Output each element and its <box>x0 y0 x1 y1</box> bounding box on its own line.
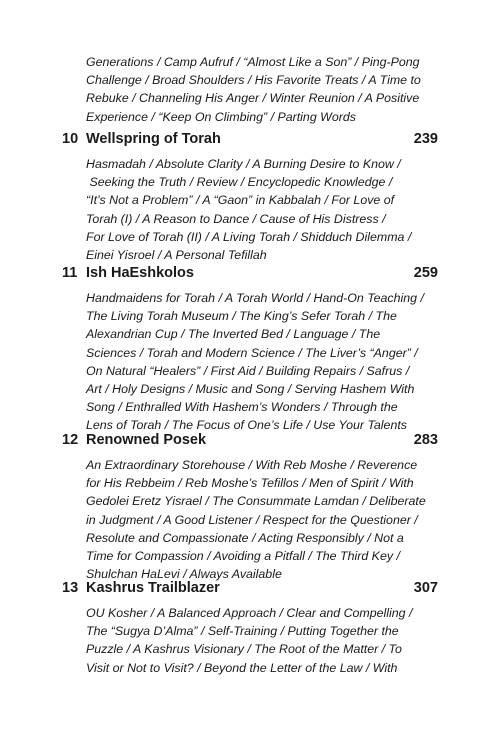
chapter-number: 10 <box>62 131 79 147</box>
subtopic-line: Resolute and Compassionate / Acting Responsibly / Not a <box>86 530 404 545</box>
chapter-heading[interactable] <box>0 432 500 454</box>
subtopic-line: Visit or Not to Visit? / Beyond the Letter of the Law / With <box>86 660 398 675</box>
subtopic-list <box>86 604 426 677</box>
chapter-heading[interactable] <box>0 131 500 153</box>
chapter-subtopics <box>86 604 426 677</box>
subtopic-line: For Love of Torah (II) / A Living Torah / Shidduch Dilemma / <box>86 229 412 244</box>
chapter-subtopics <box>86 155 426 264</box>
chapter-title[interactable]: Ish HaEshkolos <box>86 265 194 281</box>
subtopic-line: Handmaidens for Torah / A Torah World / Hand-On Teaching / <box>86 291 424 305</box>
chapter-page-number: 259 <box>413 265 438 281</box>
chapter-entry[interactable] <box>0 265 500 433</box>
subtopic-line: Hasmadah / Absolute Clarity / A Burning Desire to Know / <box>86 157 401 171</box>
chapter-heading[interactable] <box>0 265 500 287</box>
chapter-entry[interactable] <box>0 580 500 675</box>
subtopic-list <box>86 456 426 583</box>
subtopic-line: Seeking the Truth / Review / Encyclopedic Knowledge / <box>86 175 393 190</box>
chapter-title[interactable]: Kashrus Trailblazer <box>86 580 220 596</box>
chapter-number: 12 <box>62 432 79 448</box>
chapter-9-subtopics-continued <box>86 53 426 126</box>
subtopic-line: Song / Enthralled With Hashem’s Wonders / Through the <box>86 400 398 415</box>
chapter-title[interactable]: Renowned Posek <box>86 432 207 448</box>
subtopic-line: The “Sugya D’Alma” / Self-Training / Putting Together the <box>86 624 399 639</box>
subtopic-line: Generations / Camp Aufruf / “Almost Like a Son” / Ping-Pong <box>86 55 420 69</box>
chapter-entry[interactable] <box>0 131 500 263</box>
subtopic-line: Puzzle / A Kashrus Visionary / The Root of the Matter / To <box>86 642 402 657</box>
chapter-number: 13 <box>62 580 79 596</box>
chapter-heading[interactable] <box>0 580 500 602</box>
subtopic-list <box>86 155 426 264</box>
subtopic-line: for His Rebbeim / Reb Moshe’s Tefillos / Men of Spirit / With <box>86 476 414 491</box>
subtopic-line: OU Kosher / A Balanced Approach / Clear and Compelling / <box>86 606 413 620</box>
subtopic-line: in Judgment / A Good Listener / Respect for the Questioner / <box>86 512 418 527</box>
subtopic-line: Torah (I) / A Reason to Dance / Cause of His Distress / <box>86 211 386 226</box>
subtopic-line: Experience / “Keep On Climbing” / Parting Words <box>86 109 356 124</box>
subtopic-line: Time for Compassion / Avoiding a Pitfall / The Third Key / <box>86 549 400 564</box>
subtopic-list <box>86 289 426 435</box>
subtopic-line: Lens of Torah / The Focus of One’s Life / Use Your Talents <box>86 418 407 433</box>
subtopic-line: Shulchan HaLevi / Always Available <box>86 567 282 582</box>
subtopic-line: Einei Yisroel / A Personal Tefillah <box>86 248 267 263</box>
subtopic-line: Art / Holy Designs / Music and Song / Serving Hashem With <box>86 382 415 397</box>
subtopic-line: On Natural “Healers” / First Aid / Building Repairs / Safrus / <box>86 363 410 378</box>
chapter-title[interactable]: Wellspring of Torah <box>86 131 221 147</box>
chapter-entry[interactable] <box>0 432 500 582</box>
subtopic-line: The Living Torah Museum / The King’s Sefer Torah / The <box>86 309 397 324</box>
subtopic-line: Gedolei Eretz Yisrael / The Consummate Lamdan / Deliberate <box>86 494 426 509</box>
subtopic-list <box>86 53 426 126</box>
chapter-number: 11 <box>62 265 78 281</box>
subtopic-line: Alexandrian Cup / The Inverted Bed / Language / The <box>86 327 381 342</box>
chapter-page-number: 283 <box>413 432 438 448</box>
subtopic-line: Sciences / Torah and Modern Science / The Liver’s “Anger” / <box>86 345 418 360</box>
chapter-subtopics <box>86 289 426 435</box>
chapter-page-number: 307 <box>413 580 438 596</box>
chapter-subtopics <box>86 456 426 583</box>
subtopic-line: An Extraordinary Storehouse / With Reb Moshe / Reverence <box>86 458 418 472</box>
subtopic-line: Challenge / Broad Shoulders / His Favorite Treats / A Time to <box>86 73 421 88</box>
chapter-page-number: 239 <box>413 131 438 147</box>
subtopic-line: “It’s Not a Problem” / A “Gaon” in Kabbalah / For Love of <box>86 193 395 208</box>
subtopic-line: Rebuke / Channeling His Anger / Winter Reunion / A Positive <box>86 91 420 106</box>
